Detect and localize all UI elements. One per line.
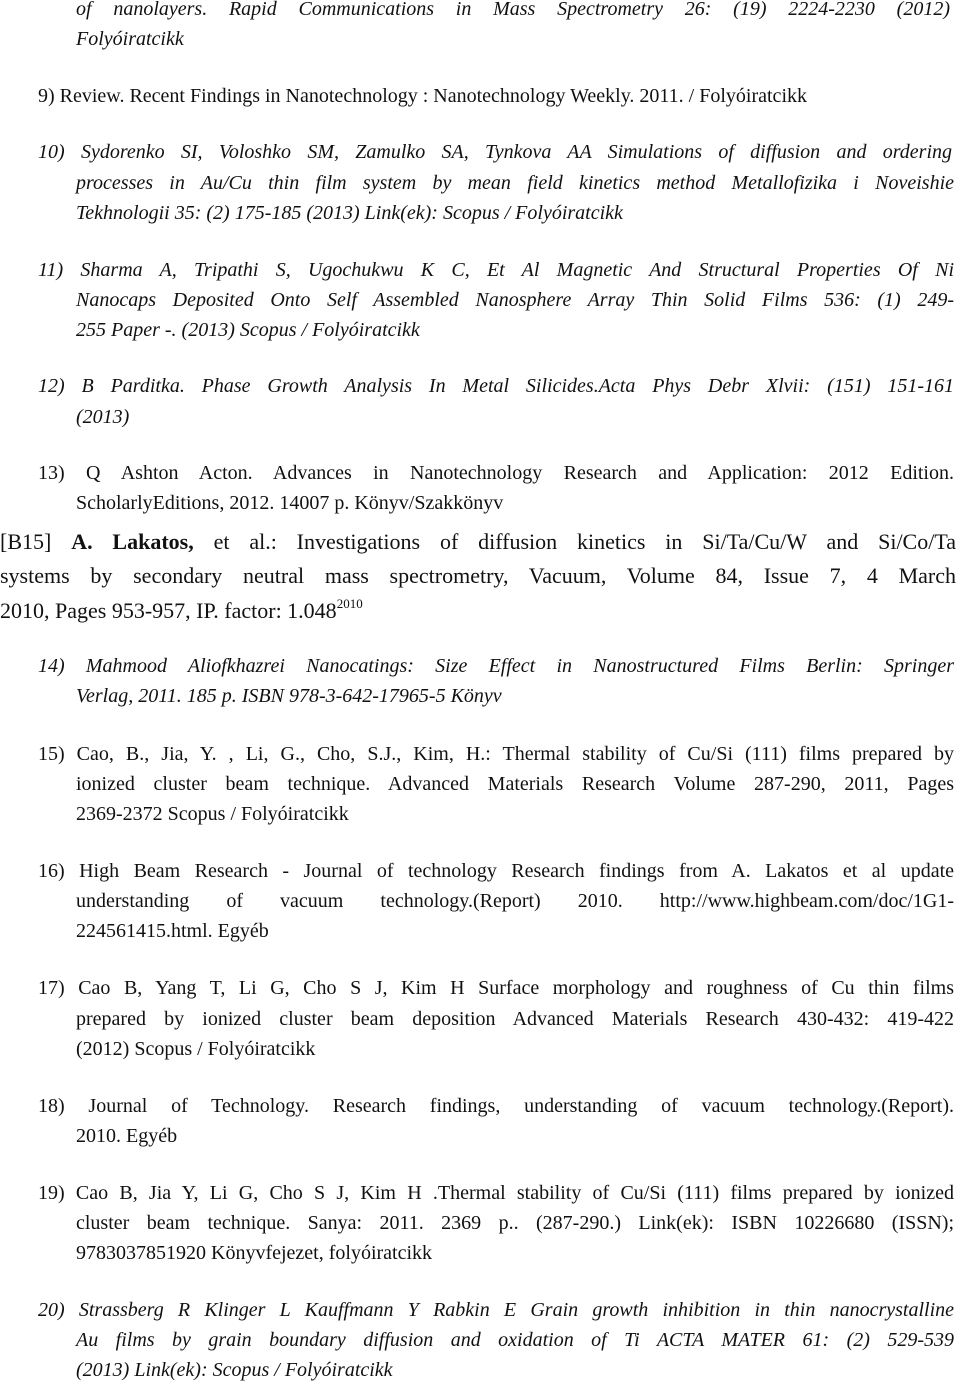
citation-19-line: 19) Cao B, Jia Y, Li G, Cho S J, Kim H .Thermal stability of Cu/Si (111) films prepared by ionized bbox=[38, 1182, 954, 1204]
citation-17-line: (2012) Scopus / Folyóiratcikk bbox=[76, 1038, 316, 1060]
citation-12-line: 12) B Parditka. Phase Growth Analysis In Metal Silicides.Acta Phys Debr Xlvii: (151) 151-161 bbox=[38, 375, 954, 397]
publication-b15-line bbox=[0, 596, 363, 626]
citation-15-line: 15) Cao, B., Jia, Y. , Li, G., Cho, S.J., Kim, H.: Thermal stability of Cu/Si (111) films prepared by bbox=[38, 743, 954, 765]
citation-13-line: ScholarlyEditions, 2012. 14007 p. Könyv/Szakkönyv bbox=[76, 492, 504, 514]
citation-20-line: 20) Strassberg R Klinger L Kauffmann Y Rabkin E Grain growth inhibition in thin nanocrystalline bbox=[38, 1299, 954, 1321]
citation-11-line: Nanocaps Deposited Onto Self Assembled Nanosphere Array Thin Solid Films 536: (1) 249- bbox=[76, 289, 954, 311]
citation-12-line: (2013) bbox=[76, 406, 130, 428]
publication-b15-line bbox=[0, 527, 956, 557]
citation-17-line: 17) Cao B, Yang T, Li G, Cho S J, Kim H Surface morphology and roughness of Cu thin films bbox=[38, 977, 954, 999]
citation-10-line: Tekhnologii 35: (2) 175-185 (2013) Link(ek): Scopus / Folyóiratcikk bbox=[76, 202, 623, 224]
citation-14-line: 14) Mahmood Aliofkhazrei Nanocatings: Size Effect in Nanostructured Films Berlin: Springer bbox=[38, 655, 954, 677]
citation-18-line: 2010. Egyéb bbox=[76, 1125, 178, 1147]
citation-15-line: 2369-2372 Scopus / Folyóiratcikk bbox=[76, 803, 349, 825]
citation-20-line: (2013) Link(ek): Scopus / Folyóiratcikk bbox=[76, 1359, 393, 1381]
impact-factor-year: 2010 bbox=[336, 596, 363, 611]
citation-10-line: processes in Au/Cu thin film system by mean field kinetics method Metallofizika i Noveishie bbox=[76, 172, 954, 194]
publication-b15-line: systems by secondary neutral mass spectrometry, Vacuum, Volume 84, Issue 7, 4 March bbox=[0, 563, 956, 588]
citation-16-line: understanding of vacuum technology.(Report) 2010. http://www.highbeam.com/doc/1G1- bbox=[76, 890, 954, 912]
publication-details: 2010, Pages 953-957, IP. factor: 1.048 bbox=[0, 598, 337, 623]
citation-11-line: 255 Paper -. (2013) Scopus / Folyóiratcikk bbox=[76, 319, 420, 341]
publication-etal: et al. bbox=[213, 529, 271, 554]
publication-tag: [B15] bbox=[0, 529, 52, 554]
citation-14-line: Verlag, 2011. 185 p. ISBN 978-3-642-17965-5 Könyv bbox=[76, 685, 502, 707]
citation-13-line: 13) Q Ashton Acton. Advances in Nanotechnology Research and Application: 2012 Edition. bbox=[38, 462, 954, 484]
citation-16-line: 224561415.html. Egyéb bbox=[76, 920, 269, 942]
citation-11-line: 11) Sharma A, Tripathi S, Ugochukwu K C, Et Al Magnetic And Structural Properties Of Ni bbox=[38, 259, 954, 281]
publication-title: : Investigations of diffusion kinetics in Si/Ta/Cu/W and Si/Co/Ta bbox=[270, 529, 957, 554]
citation-16-line: 16) High Beam Research - Journal of technology Research findings from A. Lakatos et al update bbox=[38, 860, 954, 882]
reference-continuation-line: Folyóiratcikk bbox=[76, 28, 184, 50]
citation-15-line: ionized cluster beam technique. Advanced Materials Research Volume 287-290, 2011, Pages bbox=[76, 773, 954, 795]
citation-19-line: 9783037851920 Könyvfejezet, folyóiratcikk bbox=[76, 1242, 433, 1264]
citation-19-line: cluster beam technique. Sanya: 2011. 2369 p.. (287-290.) Link(ek): ISBN 10226680 (ISSN); bbox=[76, 1212, 954, 1234]
citation-18-line: 18) Journal of Technology. Research findings, understanding of vacuum technology.(Report). bbox=[38, 1095, 954, 1117]
citation-10-line: 10) Sydorenko SI, Voloshko SM, Zamulko SA, Tynkova AA Simulations of diffusion and ordering bbox=[38, 141, 952, 163]
publication-authors: A. Lakatos, bbox=[71, 529, 194, 554]
citation-9: 9) Review. Recent Findings in Nanotechnology : Nanotechnology Weekly. 2011. / Folyóiratcikk bbox=[38, 85, 807, 107]
reference-continuation-line: of nanolayers. Rapid Communications in Mass Spectrometry 26: (19) 2224-2230 (2012) bbox=[76, 0, 950, 20]
citation-20-line: Au films by grain boundary diffusion and oxidation of Ti ACTA MATER 61: (2) 529-539 bbox=[76, 1329, 954, 1351]
citation-17-line: prepared by ionized cluster beam deposition Advanced Materials Research 430-432: 419-422 bbox=[76, 1008, 954, 1030]
